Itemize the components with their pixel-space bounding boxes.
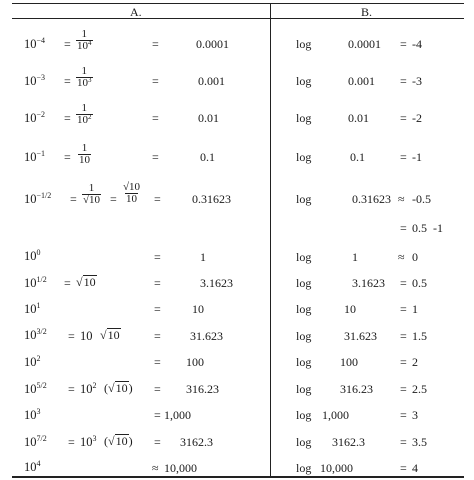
log-result: 1 [412, 302, 418, 316]
log-label: log [296, 382, 312, 396]
log-argument: 0.001 [348, 74, 375, 88]
column-b-header: B. [361, 5, 373, 19]
fraction-expression: $\frac{√10}{10}$ [123, 181, 141, 205]
equals-sign: = [400, 302, 407, 316]
equals-sign: = [70, 192, 77, 206]
power-expression: $10^1$ [24, 301, 41, 316]
log-label: log [296, 250, 312, 264]
equals-sign: = [154, 329, 161, 343]
log-label: log [296, 355, 312, 369]
radical-expression: √10 [100, 328, 120, 342]
log-argument: 10 [344, 302, 356, 316]
power-expression: $10^{5/2}$ [24, 381, 47, 396]
log-label: log [296, 150, 312, 164]
log-argument: 0.0001 [348, 37, 381, 51]
decimal-value: 0.001 [198, 74, 225, 88]
equals-sign: = [68, 435, 75, 449]
log-argument: 1,000 [322, 408, 349, 422]
log-result: -1 [412, 150, 422, 164]
equals-sign: = [400, 37, 407, 51]
power-expression: $10^4$ [24, 459, 41, 474]
power-expression: $10^3$ [24, 407, 41, 422]
equals-sign: = [154, 408, 161, 422]
log-label: log [296, 408, 312, 422]
decimal-value: 31.623 [190, 329, 223, 343]
equals-sign: = [152, 111, 159, 125]
equals-sign: = [154, 250, 161, 264]
log-label: log [296, 192, 312, 206]
header-rule [12, 18, 464, 19]
log-result: -2 [412, 111, 422, 125]
log-result: -4 [412, 37, 422, 51]
decimal-value: 10,000 [164, 461, 197, 475]
coefficient: 10 [80, 329, 93, 343]
log-argument: 1 [352, 250, 358, 264]
equals-sign: = [154, 302, 161, 316]
decimal-value: 3.1623 [200, 276, 233, 290]
equals-sign: = [152, 37, 159, 51]
fraction-expression: $\frac{1}{10^3}$ [77, 65, 92, 89]
fraction-expression: $\frac{1}{√10}$ [83, 182, 101, 206]
equals-sign: = [152, 150, 159, 164]
equals-sign: = [400, 382, 407, 396]
equals-sign: = [154, 355, 161, 369]
log-result: 2.5 [412, 382, 427, 396]
radical-expression: √10 [76, 275, 96, 289]
power-expression: $10^{-4}$ [24, 36, 46, 51]
equals-sign: = [64, 111, 71, 125]
equals-sign: = [64, 37, 71, 51]
log-argument: 0.01 [348, 111, 369, 125]
power-expression: $10^{-1/2}$ [24, 191, 52, 206]
log-argument: 31.623 [344, 329, 377, 343]
fraction-expression: $\frac{1}{10}$ [79, 142, 90, 166]
equals-sign: = [400, 355, 407, 369]
power-expression: $10^2$ [24, 354, 41, 369]
decimal-value: 10 [192, 302, 204, 316]
power-expression: $10^{7/2}$ [24, 434, 47, 449]
equals-sign: = [400, 461, 407, 475]
log-argument: 3162.3 [332, 435, 365, 449]
equals-sign: = [154, 382, 161, 396]
log-result: 2 [412, 355, 418, 369]
equals-sign: = [64, 74, 71, 88]
log-result: -0.5 [412, 192, 431, 206]
power-expression: $10^0$ [24, 248, 41, 263]
equals-sign: = [154, 276, 161, 290]
decimal-value: 0.01 [198, 111, 219, 125]
log-result: 4 [412, 461, 418, 475]
approx-equals-sign: ≈ [152, 461, 159, 475]
equals-sign: = [400, 408, 407, 422]
log-result: 3 [412, 408, 418, 422]
decimal-value: 1,000 [164, 408, 191, 422]
table-top-rule [12, 3, 464, 4]
fraction-expression: $\frac{1}{10^2}$ [77, 102, 92, 126]
decimal-value: 0.31623 [192, 192, 231, 206]
equals-sign: = [64, 276, 71, 290]
decimal-value: 100 [186, 355, 204, 369]
equals-sign: = [400, 74, 407, 88]
log-argument: 10,000 [320, 461, 353, 475]
power-expression: $10^{1/2}$ [24, 275, 47, 290]
log-argument: 100 [340, 355, 358, 369]
log-label: log [296, 329, 312, 343]
log-label: log [296, 302, 312, 316]
equals-sign: = [152, 74, 159, 88]
column-divider [270, 3, 271, 477]
power-expression: $10^{-3}$ [24, 73, 46, 88]
decimal-value: 3162.3 [180, 435, 213, 449]
log-result: -3 [412, 74, 422, 88]
coefficient: $10^3$ [80, 434, 97, 449]
log-label: log [296, 276, 312, 290]
approx-equals-sign: ≈ [398, 250, 405, 264]
log-label: log [296, 74, 312, 88]
equals-sign: = [400, 111, 407, 125]
equals-sign: = [68, 382, 75, 396]
log-label: log [296, 111, 312, 125]
column-a-header: A. [130, 5, 142, 19]
log-result: 0 [412, 250, 418, 264]
radical-expression: (√10) [104, 381, 133, 395]
decimal-value: 0.0001 [196, 37, 229, 51]
power-expression: $10^{-1}$ [24, 149, 46, 164]
power-expression: $10^{3/2}$ [24, 327, 47, 342]
log-argument: 0.1 [350, 150, 365, 164]
decimal-value: 316.23 [186, 382, 219, 396]
equals-sign: = [400, 329, 407, 343]
log-result: 1.5 [412, 329, 427, 343]
log-argument: 0.31623 [352, 192, 391, 206]
equals-sign: = [154, 435, 161, 449]
log-label: log [296, 461, 312, 475]
equals-sign: = [400, 221, 407, 235]
log-argument: 316.23 [340, 382, 373, 396]
log-argument: 3.1623 [352, 276, 385, 290]
log-label: log [296, 37, 312, 51]
decimal-value: 0.1 [200, 150, 215, 164]
equals-sign: = [110, 192, 117, 206]
equals-sign: = [154, 192, 161, 206]
radical-expression: (√10) [104, 434, 133, 448]
equals-sign: = [400, 276, 407, 290]
decimal-value: 1 [200, 250, 206, 264]
equals-sign: = [400, 435, 407, 449]
log-label: log [296, 435, 312, 449]
log-result: 0.5 [412, 276, 427, 290]
log-result-alt: 0.5 -1 [412, 221, 443, 235]
equals-sign: = [64, 150, 71, 164]
coefficient: $10^2$ [80, 381, 97, 396]
power-expression: $10^{-2}$ [24, 110, 46, 125]
log-result: 3.5 [412, 435, 427, 449]
equals-sign: = [400, 150, 407, 164]
equals-sign: = [68, 329, 75, 343]
fraction-expression: $\frac{1}{10^4}$ [77, 28, 92, 52]
approx-equals-sign: ≈ [398, 192, 405, 206]
table-bottom-rule [12, 476, 464, 478]
